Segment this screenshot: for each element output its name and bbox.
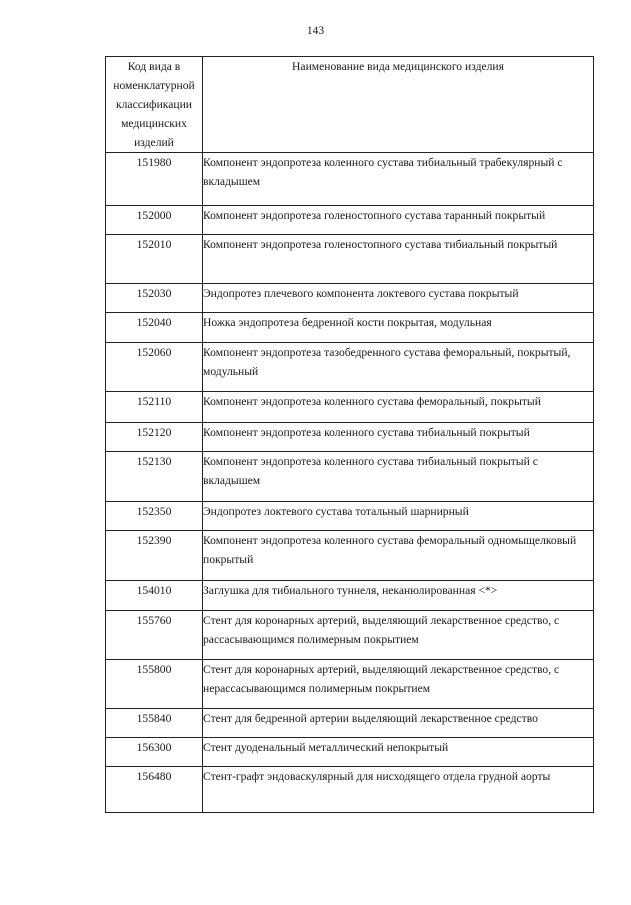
row-name: Эндопротез локтевого сустава тотальный шарнирный — [203, 502, 594, 531]
table-row — [106, 423, 594, 452]
row-name: Компонент эндопротеза коленного сустава феморальный одномыщелковый покрытый — [203, 531, 594, 581]
table-row — [106, 660, 594, 709]
row-name: Компонент эндопротеза тазобедренного сустава феморальный, покрытый, модульный — [203, 343, 594, 392]
row-code: 155760 — [106, 611, 203, 660]
row-code: 152000 — [106, 206, 203, 235]
row-name: Ножка эндопротеза бедренной кости покрытая, модульная — [203, 313, 594, 343]
row-code: 152060 — [106, 343, 203, 392]
row-code: 156300 — [106, 738, 203, 767]
table-header-row — [106, 57, 594, 153]
row-code: 152030 — [106, 284, 203, 313]
row-name: Компонент эндопротеза голеностопного сустава тибиальный покрытый — [203, 235, 594, 284]
row-code: 154010 — [106, 581, 203, 611]
row-code: 152010 — [106, 235, 203, 284]
table-row — [106, 206, 594, 235]
row-code: 152040 — [106, 313, 203, 343]
row-code: 155800 — [106, 660, 203, 709]
row-code: 151980 — [106, 153, 203, 206]
row-code: 155840 — [106, 709, 203, 738]
table-row — [106, 343, 594, 392]
row-name: Компонент эндопротеза коленного сустава тибиальный покрытый — [203, 423, 594, 452]
row-code: 152120 — [106, 423, 203, 452]
row-name: Стент для коронарных артерий, выделяющий лекарственное средство, с рассасывающимся полимерным покрытием — [203, 611, 594, 660]
row-name: Компонент эндопротеза коленного сустава тибиальный покрытый с вкладышем — [203, 452, 594, 502]
table-row — [106, 313, 594, 343]
table-row — [106, 611, 594, 660]
row-code: 156480 — [106, 767, 203, 813]
table-row — [106, 392, 594, 423]
row-name: Заглушка для тибиального туннеля, неканюлированная <*> — [203, 581, 594, 611]
table-row — [106, 502, 594, 531]
row-name: Стент дуоденальный металлический непокрытый — [203, 738, 594, 767]
medical-devices-table — [105, 56, 594, 813]
table-row — [106, 452, 594, 502]
row-code: 152390 — [106, 531, 203, 581]
row-code: 152110 — [106, 392, 203, 423]
row-name: Компонент эндопротеза коленного сустава тибиальный трабекулярный с вкладышем — [203, 153, 594, 206]
row-name: Стент-графт эндоваскулярный для нисходящего отдела грудной аорты — [203, 767, 594, 813]
row-name: Компонент эндопротеза голеностопного сустава таранный покрытый — [203, 206, 594, 235]
page-number: 143 — [306, 25, 325, 37]
row-name: Компонент эндопротеза коленного сустава феморальный, покрытый — [203, 392, 594, 423]
table-row — [106, 153, 594, 206]
row-name: Эндопротез плечевого компонента локтевого сустава покрытый — [203, 284, 594, 313]
row-name: Стент для коронарных артерий, выделяющий лекарственное средство, с нерассасывающимся полимерным покрытием — [203, 660, 594, 709]
row-code: 152130 — [106, 452, 203, 502]
table-row — [106, 709, 594, 738]
row-name: Стент для бедренной артерии выделяющий лекарственное средство — [203, 709, 594, 738]
column-header-name: Наименование вида медицинского изделия — [203, 57, 594, 153]
table-row — [106, 767, 594, 813]
table-row — [106, 235, 594, 284]
table-row — [106, 738, 594, 767]
table-row — [106, 581, 594, 611]
table-row — [106, 531, 594, 581]
row-code: 152350 — [106, 502, 203, 531]
column-header-code: Код вида в номенклатурной классификации медицинских изделий — [106, 57, 203, 153]
table-row — [106, 284, 594, 313]
